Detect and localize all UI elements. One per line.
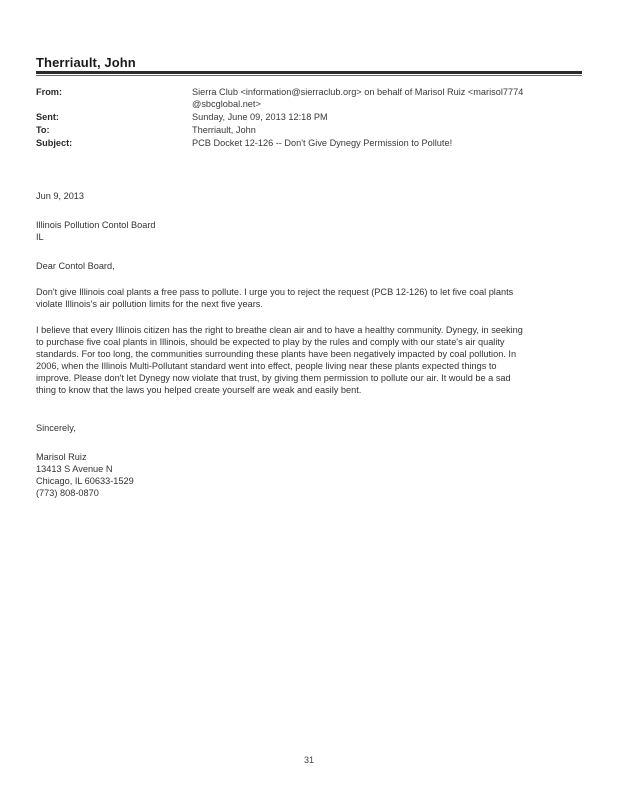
from-value-line2: @sbcglobal.net> — [192, 99, 261, 109]
from-label: From: — [36, 87, 63, 97]
paragraph-1-line2: violate Illinois's air pollution limits for the next five years. — [36, 299, 263, 309]
subject-value: PCB Docket 12-126 -- Don't Give Dynegy Permission to Pollute! — [192, 138, 453, 148]
paragraph-2-line4: 2006, when the Illinois Multi-Pollutant standard went into effect, people living near these plants expected things to — [36, 361, 497, 371]
paragraph-2-line5: improve. Please don't let Dynegy now violate that trust, by giving them permission to pollute our air. It would be a sad — [36, 373, 511, 383]
from-value — [192, 86, 582, 110]
paragraph-2-line1: I believe that every Illinois citizen has the right to breathe clean air and to have a healthy community. Dynegy, in seeking — [36, 325, 523, 335]
recipient-line1: Illinois Pollution Contol Board — [36, 220, 156, 230]
header-divider-thick — [36, 71, 582, 74]
from-value-line1: Sierra Club <information@sierraclub.org> on behalf of Marisol Ruiz <marisol7774 — [192, 87, 524, 97]
paragraph-1-line1: Don't give Illinois coal plants a free pass to pollute. I urge you to reject the request (PCB 12-126) to let five coal plants — [36, 287, 514, 297]
closing: Sincerely, — [36, 423, 76, 433]
to-label: To: — [36, 125, 50, 135]
letter-date: Jun 9, 2013 — [36, 191, 85, 201]
sender-name-heading: Therriault, John — [36, 55, 136, 70]
sent-value: Sunday, June 09, 2013 12:18 PM — [192, 112, 328, 122]
paragraph-1 — [36, 286, 582, 310]
signer-name: Marisol Ruiz — [36, 452, 87, 462]
signer-phone: (773) 808-0870 — [36, 488, 99, 498]
paragraph-2-line2: to purchase five coal plants in Illinois, should be expected to play by the rules and comply with our state's air quality — [36, 337, 505, 347]
recipient-block — [36, 219, 582, 243]
paragraph-2-line6: thing to know that the laws you helped create yourself are weak and easily bent. — [36, 385, 362, 395]
signer-city: Chicago, IL 60633-1529 — [36, 476, 134, 486]
sent-label: Sent: — [36, 112, 59, 122]
signature-block — [36, 451, 582, 499]
to-value: Therriault, John — [192, 125, 256, 135]
salutation: Dear Contol Board, — [36, 261, 115, 271]
paragraph-2 — [36, 324, 582, 396]
header-divider-thin — [36, 75, 582, 76]
page-number: 31 — [303, 755, 314, 765]
signer-street: 13413 S Avenue N — [36, 464, 113, 474]
subject-label: Subject: — [36, 138, 73, 148]
recipient-line2: IL — [36, 232, 44, 242]
paragraph-2-line3: standards. For too long, the communities surrounding these plants have been negatively impacted by coal pollution. In — [36, 349, 517, 359]
